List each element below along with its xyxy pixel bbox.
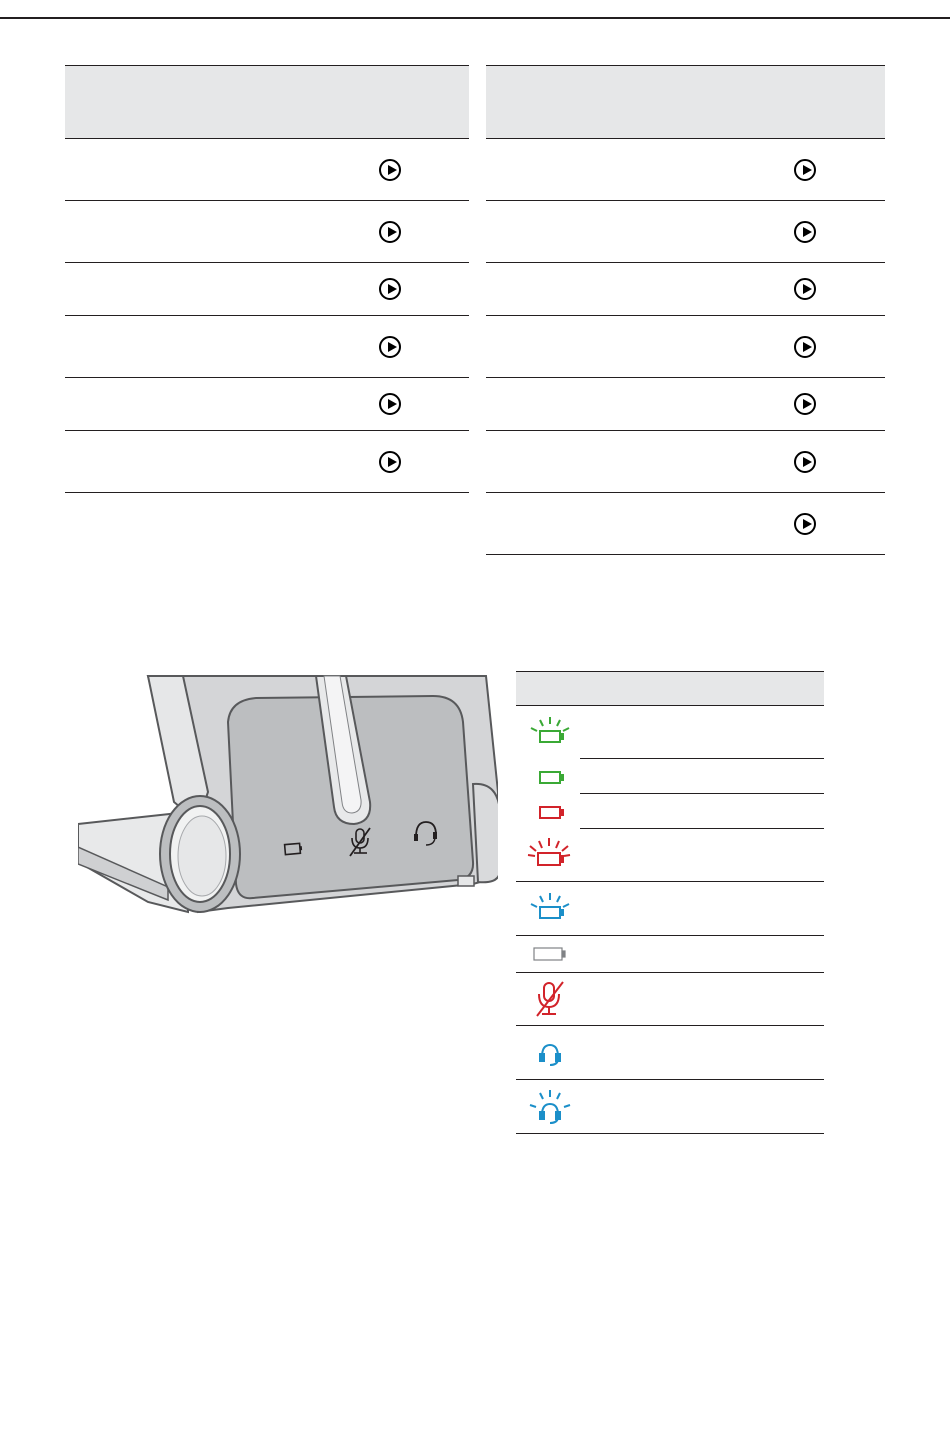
- base-station-illustration: [78, 672, 498, 920]
- battery-charging-blinking-green-icon: [522, 713, 574, 753]
- left-table-row: [65, 378, 469, 431]
- top-rule: [0, 17, 950, 19]
- battery-blinking-red-icon: [522, 835, 574, 875]
- status-legend-table: [516, 671, 824, 1134]
- legend-row: [516, 759, 824, 794]
- legend-row: [516, 829, 824, 882]
- right-table-row: [486, 139, 885, 201]
- play-icon[interactable]: [794, 278, 816, 300]
- legend-header: [516, 671, 824, 706]
- battery-green-icon: [522, 757, 574, 797]
- legend-row: [516, 882, 824, 936]
- legend-row: [516, 973, 824, 1026]
- play-icon[interactable]: [794, 221, 816, 243]
- battery-off-icon: [522, 934, 574, 974]
- battery-red-icon: [522, 792, 574, 832]
- play-icon[interactable]: [794, 451, 816, 473]
- play-icon[interactable]: [379, 159, 401, 181]
- play-icon[interactable]: [379, 221, 401, 243]
- right-table-row: [486, 378, 885, 431]
- play-icon[interactable]: [794, 159, 816, 181]
- play-icon[interactable]: [794, 393, 816, 415]
- legend-row: [516, 1026, 824, 1080]
- headset-blue-icon: [522, 1033, 574, 1073]
- right-table-row: [486, 201, 885, 263]
- left-table-row: [65, 139, 469, 201]
- play-icon[interactable]: [379, 451, 401, 473]
- left-table-row: [65, 263, 469, 316]
- left-table-row: [65, 316, 469, 378]
- right-table-row: [486, 316, 885, 378]
- mic-muted-red-icon: [522, 979, 574, 1019]
- legend-row: [516, 706, 824, 759]
- play-icon[interactable]: [379, 393, 401, 415]
- left-table-header: [65, 65, 469, 139]
- left-table-row: [65, 431, 469, 493]
- legend-row: [516, 936, 824, 973]
- right-steps-table: [486, 65, 885, 555]
- play-icon[interactable]: [379, 336, 401, 358]
- headset-blinking-blue-icon: [522, 1087, 574, 1127]
- left-steps-table: [65, 65, 469, 493]
- left-table-row: [65, 201, 469, 263]
- legend-row: [516, 1080, 824, 1134]
- battery-blinking-blue-icon: [522, 889, 574, 929]
- play-icon[interactable]: [379, 278, 401, 300]
- play-icon[interactable]: [794, 336, 816, 358]
- right-table-row: [486, 263, 885, 316]
- right-table-row: [486, 431, 885, 493]
- play-icon[interactable]: [794, 513, 816, 535]
- right-table-header: [486, 65, 885, 139]
- legend-row: [516, 794, 824, 829]
- right-table-row: [486, 493, 885, 555]
